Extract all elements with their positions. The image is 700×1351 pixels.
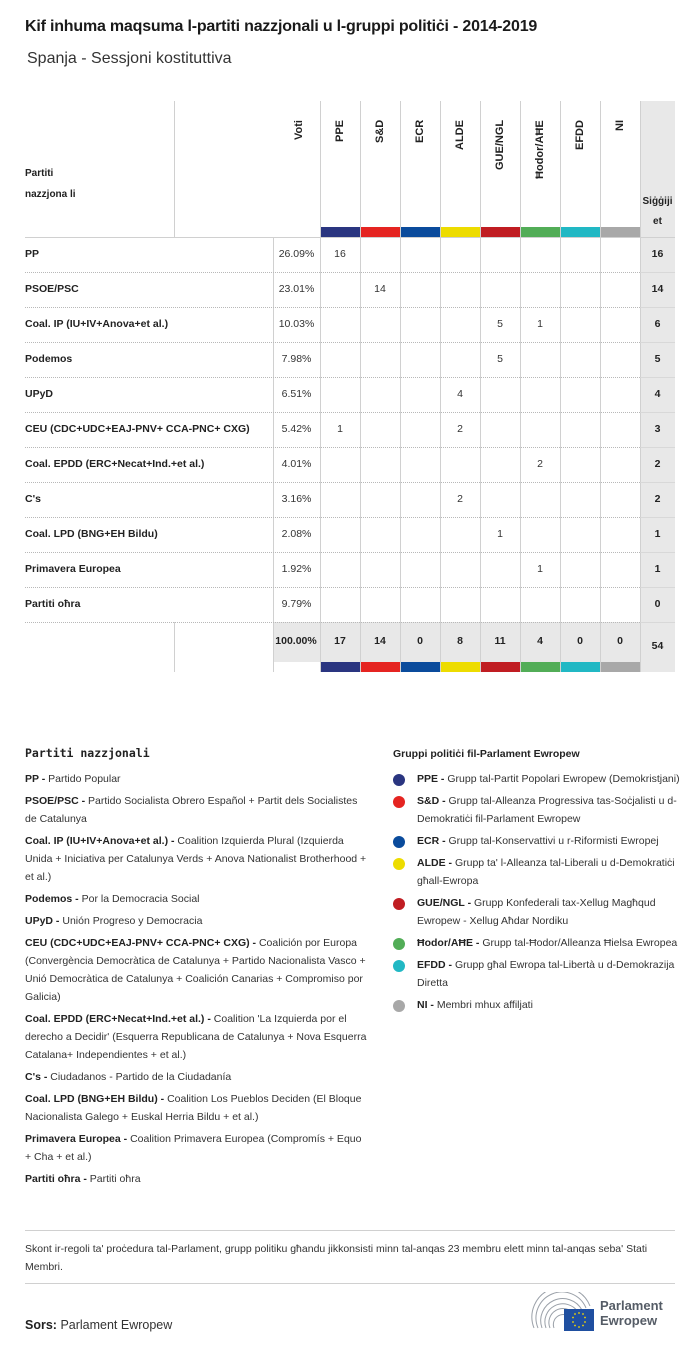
grid-line (640, 307, 675, 308)
legend-party-abbr: Coal. LPD (BNG+EH Bildu) (25, 1093, 158, 1105)
legend-party-item (25, 934, 370, 1006)
legend-party-desc: Por la Democracia Social (81, 893, 200, 905)
vote-share: 1.92% (281, 563, 312, 575)
table-row (0, 342, 700, 377)
grid-line (25, 307, 640, 308)
group-seats-cell: 16 (334, 248, 346, 260)
legend-group-desc: Grupp tal-Ħodor/Alleanza Ħielsa Ewropea (482, 937, 678, 949)
table-row (0, 237, 700, 272)
table-row (0, 412, 700, 447)
legend-parties-title: Partiti nazzjonali (25, 746, 150, 760)
legend-party-desc: Coalition Izquierda Plural (Izquierda Unida + Iniciativa per Catalunya Verds + Anova Nationalist Brotherhood + et al.) (25, 835, 367, 883)
grid-line (640, 552, 675, 553)
group-color-bar (520, 662, 560, 672)
legend-group-desc: Grupp tal-Partit Popolari Ewropew (Demokristjani) (447, 773, 680, 785)
group-seats-cell: 1 (537, 563, 543, 575)
legend-party-abbr: Primavera Europea (25, 1133, 121, 1145)
header-party-label: Partiti nazzjona li (25, 168, 76, 200)
legend-party-abbr: UPyD (25, 915, 54, 927)
vote-share: 3.16% (281, 493, 312, 505)
separator: - (72, 893, 82, 905)
party-name: PSOE/PSC (25, 283, 79, 295)
grid-line (25, 447, 640, 448)
header-party (25, 163, 85, 205)
legend-group-desc: Grupp tal-Konservattivi u r-Riformisti Ewropej (448, 835, 659, 847)
legend-party-item (25, 832, 370, 886)
legend-group-item (393, 770, 683, 788)
legend-party-item (25, 1068, 370, 1086)
group-color-dot-icon (393, 858, 405, 870)
legend-group-abbr: PPE (417, 773, 439, 785)
legend-party-item (25, 1130, 370, 1166)
total-seats: 54 (651, 640, 664, 652)
separator: - (157, 1093, 168, 1105)
header-group-0: PPE (334, 119, 346, 142)
table-row (0, 552, 700, 587)
legend-group-desc: Grupp għal Ewropa tal-Libertà u d-Demokrazija Diretta (417, 959, 675, 989)
grid-line (640, 447, 675, 448)
grid-line (640, 587, 675, 588)
legend-party-item (25, 1090, 370, 1126)
grid-line (25, 342, 640, 343)
grid-line (25, 517, 640, 518)
separator: - (168, 835, 178, 847)
separator: - (40, 1071, 51, 1083)
total-seats-cell: 6 (654, 318, 661, 330)
logo-text (600, 1298, 663, 1328)
total-seats-cell: 1 (654, 528, 661, 540)
header-votes: Voti (293, 120, 305, 140)
legend-group-abbr: NI (417, 999, 428, 1011)
group-color-bar (360, 662, 400, 672)
legend-party-item (25, 792, 370, 828)
grid-line (640, 272, 675, 273)
grid-line (25, 622, 640, 623)
grid-line (25, 482, 640, 483)
grid-line (174, 101, 175, 237)
group-color-bar (480, 662, 520, 672)
separator: - (53, 915, 63, 927)
legend-party-desc: Coalition Los Pueblos Deciden (El Bloque Nacionalista Galego + Euskal Herria Bildu + et al.) (25, 1093, 362, 1123)
table-row (0, 377, 700, 412)
table-row (0, 307, 700, 342)
logo-line-1: Parlament (600, 1298, 663, 1313)
party-name: Primavera Europea (25, 563, 121, 575)
group-color-bar (440, 227, 480, 237)
vote-share: 2.08% (281, 528, 312, 540)
party-name: Coal. IP (IU+IV+Anova+et al.) (25, 318, 169, 330)
grid-line (25, 552, 640, 553)
table-row (0, 517, 700, 552)
header-group-1: S&D (374, 119, 386, 143)
group-color-bar (320, 227, 360, 237)
legend-party-abbr: Partiti oħra (25, 1173, 81, 1185)
party-name: UPyD (25, 388, 54, 400)
legend-party-abbr: PSOE/PSC (25, 795, 79, 807)
separator: - (204, 1013, 214, 1025)
header-group-3: ALDE (454, 120, 466, 150)
group-color-bar (480, 227, 520, 237)
grid-line (25, 587, 640, 588)
party-name: Podemos (25, 353, 73, 365)
legend-party-desc: Coalición por Europa (Convergència Democràtica de Catalunya + Partido Nacionalista Vasco + Unió Democràtica de Catalunya + Coalición Canarias + Compromiso por Galicia) (25, 937, 366, 1003)
party-name: C's (25, 493, 41, 505)
party-name: Coal. EPDD (ERC+Necat+Ind.+et al.) (25, 458, 205, 470)
legend-party-desc: Coalition Primavera Europea (Compromís + Equo + Cha + et al.) (25, 1133, 362, 1163)
group-color-bar (600, 227, 640, 237)
separator: - (439, 835, 449, 847)
total-seats-cell: 2 (654, 458, 661, 470)
party-name: Partiti oħra (25, 598, 81, 610)
group-seats-cell: 1 (337, 423, 343, 435)
group-color-dot-icon (393, 898, 405, 910)
header-group-4: GUE/NGL (494, 119, 506, 170)
group-seats-cell: 2 (537, 458, 543, 470)
legend-group-desc: Grupp Konfederali tax-Xellug Magħqud Ewropew - Xellug Aħdar Nordiku (417, 897, 656, 927)
vote-share: 23.01% (278, 283, 315, 295)
legend-group-abbr: EFDD (417, 959, 446, 971)
group-seats-cell: 4 (457, 388, 463, 400)
total-seats-cell: 4 (654, 388, 661, 400)
separator: - (439, 795, 449, 807)
table-row (0, 587, 700, 622)
legend-group-item (393, 956, 683, 992)
separator: - (438, 773, 448, 785)
total-group-seats: 14 (374, 635, 386, 647)
legend-group-abbr: ALDE (417, 857, 446, 869)
group-seats-cell: 1 (537, 318, 543, 330)
total-seats-cell: 0 (654, 598, 661, 610)
group-color-dot-icon (393, 774, 405, 786)
table-row (0, 272, 700, 307)
legend-party-abbr: PP (25, 773, 39, 785)
total-group-seats: 0 (617, 635, 623, 647)
divider (25, 1230, 675, 1231)
legend-group-item (393, 894, 683, 930)
grid-line (640, 517, 675, 518)
separator: - (445, 857, 455, 869)
grid-line (640, 622, 675, 623)
header-seats: Siġġiji et (642, 196, 673, 227)
legend-group-abbr: ECR (417, 835, 440, 847)
legend-group-abbr: GUE/NGL (417, 897, 465, 909)
group-color-bar (440, 662, 480, 672)
vote-share: 5.42% (281, 423, 312, 435)
separator: - (473, 937, 483, 949)
total-group-seats: 8 (457, 635, 463, 647)
total-group-seats: 11 (494, 635, 506, 647)
grid-line (273, 237, 274, 672)
separator: - (427, 999, 437, 1011)
page-subtitle: Spanja - Sessjoni kostituttiva (27, 50, 232, 67)
source-value: Parlament Ewropew (60, 1318, 173, 1332)
legend-party-desc: Ciudadanos - Partido de la Ciudadanía (50, 1071, 232, 1083)
legend-party-desc: Partido Popular (48, 773, 121, 785)
grid-line (25, 412, 640, 413)
separator: - (445, 959, 455, 971)
legend-party-item (25, 1170, 370, 1188)
legend-group-item (393, 792, 683, 828)
group-seats-cell: 5 (497, 318, 503, 330)
group-color-dot-icon (393, 938, 405, 950)
separator: - (78, 795, 89, 807)
page-title: Kif inhuma maqsuma l-partiti nazzjonali u l-gruppi politiċi - 2014-2019 (25, 18, 538, 35)
vote-share: 9.79% (281, 598, 312, 610)
european-parliament-logo (530, 1292, 680, 1332)
group-color-bar (320, 662, 360, 672)
total-seats-cell: 3 (654, 423, 661, 435)
total-group-seats: 4 (537, 635, 543, 647)
separator: - (464, 897, 474, 909)
legend-party-item (25, 890, 370, 908)
total-group-seats: 0 (417, 635, 423, 647)
legend-group-abbr: S&D (417, 795, 440, 807)
legend-party-item (25, 912, 370, 930)
legend-party-abbr: CEU (CDC+UDC+EAJ-PNV+ CCA-PNC+ CXG) (25, 937, 250, 949)
legend-group-item (393, 854, 683, 890)
group-color-bar (400, 227, 440, 237)
total-seats-cell: 16 (651, 248, 664, 260)
legend-party-desc: Coalition 'La Izquierda por el derecho a Decidir' (Esquerra Republicana de Catalunya + Nova Esquerra Catalana+ Independientes + et al.) (25, 1013, 367, 1061)
divider (25, 1283, 675, 1284)
group-color-bar (560, 662, 600, 672)
source-label: Sors: (25, 1318, 57, 1332)
separator: - (120, 1133, 131, 1145)
header-group-5: Ħodor/AĦE (534, 120, 546, 179)
grid-line (174, 622, 175, 672)
group-color-bar (360, 227, 400, 237)
legend-party-abbr: C's (25, 1071, 41, 1083)
grid-line (25, 377, 640, 378)
legend-group-desc: Grupp tal-Alleanza Progressiva tas-Soċjalisti u d-Demokratiċi fil-Parlament Ewropew (417, 795, 677, 825)
party-name: PP (25, 248, 40, 260)
group-seats-cell: 1 (497, 528, 503, 540)
group-seats-cell: 2 (457, 423, 463, 435)
total-seats-cell: 14 (651, 283, 664, 295)
legend-party-abbr: Coal. EPDD (ERC+Necat+Ind.+et al.) (25, 1013, 205, 1025)
legend-group-item (393, 832, 683, 850)
separator: - (249, 937, 259, 949)
hemicycle-icon (530, 1292, 598, 1332)
vote-share: 6.51% (281, 388, 312, 400)
group-seats-cell: 5 (497, 353, 503, 365)
legend-party-desc: Partido Socialista Obrero Español + Partit dels Socialistes de Catalunya (25, 795, 358, 825)
group-color-bar (560, 227, 600, 237)
legend-groups-title: Gruppi politiċi fil-Parlament Ewropew (393, 748, 580, 760)
source (25, 1318, 172, 1332)
total-group-seats: 0 (577, 635, 583, 647)
group-color-dot-icon (393, 796, 405, 808)
legend-group-desc: Membri mhux affiljati (436, 999, 533, 1011)
grid-line (640, 377, 675, 378)
legend-party-item (25, 1010, 370, 1064)
legend-party-desc: Unión Progreso y Democracia (62, 915, 203, 927)
legend-group-item (393, 934, 683, 952)
legend-party-item (25, 770, 370, 788)
table-row (0, 482, 700, 517)
party-name: Coal. LPD (BNG+EH Bildu) (25, 528, 158, 540)
total-seats-cell: 2 (654, 493, 661, 505)
total-votes: 100.00% (275, 635, 317, 647)
legend-group-abbr: Ħodor/AĦE (417, 937, 473, 949)
vote-share: 26.09% (278, 248, 315, 260)
legend-party-abbr: Podemos (25, 893, 73, 905)
separator: - (38, 773, 49, 785)
vote-share: 4.01% (281, 458, 312, 470)
legend-parties (25, 770, 370, 1192)
table-row (0, 447, 700, 482)
grid-line (640, 482, 675, 483)
header-group-6: EFDD (574, 120, 586, 150)
legend-group-item (393, 996, 683, 1014)
party-name: CEU (CDC+UDC+EAJ-PNV+ CCA-PNC+ CXG) (25, 423, 250, 435)
logo-line-2: Ewropew (600, 1313, 658, 1328)
total-group-seats: 17 (334, 635, 346, 647)
legend-groups (393, 770, 683, 1018)
grid-line (640, 412, 675, 413)
vote-share: 7.98% (281, 353, 312, 365)
legend-party-abbr: Coal. IP (IU+IV+Anova+et al.) (25, 835, 169, 847)
group-color-bar (520, 227, 560, 237)
legend-group-desc: Grupp ta' l-Alleanza tal-Liberali u d-Demokratiċi għall-Ewropa (417, 857, 675, 887)
header-group-7: NI (614, 120, 626, 131)
vote-share: 10.03% (278, 318, 315, 330)
group-color-bar (400, 662, 440, 672)
group-color-dot-icon (393, 960, 405, 972)
grid-line (640, 342, 675, 343)
group-color-dot-icon (393, 1000, 405, 1012)
group-seats-cell: 2 (457, 493, 463, 505)
rules-note: Skont ir-regoli ta' proċedura tal-Parlament, grupp politiku għandu jikkonsisti minn tal-anqas 23 membru elett minn tal-anqas seba' Stati Membri. (25, 1243, 648, 1273)
group-color-dot-icon (393, 836, 405, 848)
group-color-bar (600, 662, 640, 672)
separator: - (80, 1173, 90, 1185)
total-seats-cell: 1 (654, 563, 661, 575)
grid-line (25, 237, 675, 238)
total-seats-cell: 5 (654, 353, 661, 365)
legend-party-desc: Partiti oħra (89, 1173, 141, 1185)
grid-line (25, 272, 640, 273)
group-seats-cell: 14 (374, 283, 386, 295)
header-group-2: ECR (414, 119, 426, 143)
